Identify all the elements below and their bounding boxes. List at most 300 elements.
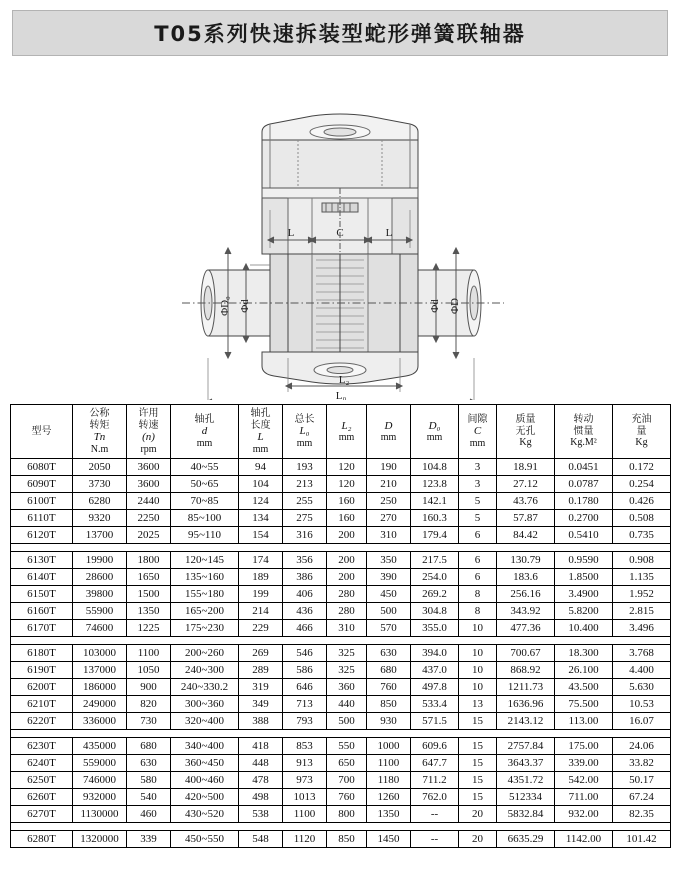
cell-inertia: 542.00: [555, 772, 613, 789]
cell-speed: 580: [127, 772, 171, 789]
cell-inertia: 175.00: [555, 738, 613, 755]
cell-inertia: 932.00: [555, 806, 613, 823]
cell-inertia: 0.5410: [555, 527, 613, 544]
cell-model: 6270T: [11, 806, 73, 823]
table-row[interactable]: [11, 493, 671, 510]
cell-speed: 630: [127, 755, 171, 772]
table-row[interactable]: [11, 713, 671, 730]
cell-D0: 104.8: [411, 459, 459, 476]
cell-total-length: 713: [283, 696, 327, 713]
cell-torque: 559000: [73, 755, 127, 772]
cell-model: 6220T: [11, 713, 73, 730]
cell-speed: 1350: [127, 603, 171, 620]
table-row[interactable]: [11, 772, 671, 789]
table-row[interactable]: [11, 645, 671, 662]
cell-D0: 437.0: [411, 662, 459, 679]
cell-D: 630: [367, 645, 411, 662]
cell-model: 6100T: [11, 493, 73, 510]
cell-bore: 85~100: [171, 510, 239, 527]
table-row[interactable]: [11, 569, 671, 586]
cell-D0: 269.2: [411, 586, 459, 603]
cell-model: 6250T: [11, 772, 73, 789]
cell-total-length: 386: [283, 569, 327, 586]
cell-oil: 101.42: [613, 831, 671, 848]
cell-D0: 304.8: [411, 603, 459, 620]
cell-bore-length: 388: [239, 713, 283, 730]
cell-mass: 5832.84: [497, 806, 555, 823]
cell-total-length: 1100: [283, 806, 327, 823]
label-L0: L₀: [335, 390, 347, 400]
cell-oil: 82.35: [613, 806, 671, 823]
cell-bore-length: 174: [239, 552, 283, 569]
cell-speed: 460: [127, 806, 171, 823]
cell-speed: 820: [127, 696, 171, 713]
cell-model: 6230T: [11, 738, 73, 755]
cell-speed: 2250: [127, 510, 171, 527]
table-row[interactable]: [11, 552, 671, 569]
cell-bore: 240~330.2: [171, 679, 239, 696]
cell-clearance: 6: [459, 569, 497, 586]
cell-total-length: 1120: [283, 831, 327, 848]
cell-mass: 130.79: [497, 552, 555, 569]
cell-speed: 680: [127, 738, 171, 755]
cell-torque: 2050: [73, 459, 127, 476]
cell-inertia: 43.500: [555, 679, 613, 696]
cell-L2: 700: [327, 772, 367, 789]
cell-mass: 1636.96: [497, 696, 555, 713]
cell-bore-length: 269: [239, 645, 283, 662]
cell-torque: 74600: [73, 620, 127, 637]
cell-inertia: 339.00: [555, 755, 613, 772]
cell-oil: 2.815: [613, 603, 671, 620]
label-L-left: L: [287, 227, 295, 239]
cell-clearance: 8: [459, 603, 497, 620]
table-row[interactable]: [11, 789, 671, 806]
cell-D: 570: [367, 620, 411, 637]
col-header-nominal-torque: 公称 转矩 Tn N.m: [73, 405, 127, 459]
cell-mass: 868.92: [497, 662, 555, 679]
cell-model: 6180T: [11, 645, 73, 662]
cell-torque: 19900: [73, 552, 127, 569]
cell-D: 310: [367, 527, 411, 544]
cell-oil: 24.06: [613, 738, 671, 755]
cell-total-length: 255: [283, 493, 327, 510]
cell-clearance: 3: [459, 476, 497, 493]
cell-inertia: 10.400: [555, 620, 613, 637]
cell-bore-length: 478: [239, 772, 283, 789]
cell-D0: 123.8: [411, 476, 459, 493]
cell-D: 680: [367, 662, 411, 679]
cell-L2: 200: [327, 569, 367, 586]
cell-D0: 160.3: [411, 510, 459, 527]
cell-bore: 135~160: [171, 569, 239, 586]
cell-speed: 540: [127, 789, 171, 806]
cell-L2: 850: [327, 831, 367, 848]
col-header-model: 型号: [11, 405, 73, 459]
cell-torque: 103000: [73, 645, 127, 662]
cell-L2: 160: [327, 510, 367, 527]
cell-D: 500: [367, 603, 411, 620]
cell-oil: 4.400: [613, 662, 671, 679]
cell-clearance: 5: [459, 510, 497, 527]
label-L-right: L: [385, 227, 393, 239]
cell-D0: 571.5: [411, 713, 459, 730]
cell-inertia: 711.00: [555, 789, 613, 806]
cell-D0: 142.1: [411, 493, 459, 510]
cell-torque: 6280: [73, 493, 127, 510]
cell-oil: 1.135: [613, 569, 671, 586]
cell-D0: 533.4: [411, 696, 459, 713]
cell-D0: 647.7: [411, 755, 459, 772]
cell-D: 450: [367, 586, 411, 603]
cell-bore-length: 548: [239, 831, 283, 848]
cell-clearance: 13: [459, 696, 497, 713]
cell-bore-length: 289: [239, 662, 283, 679]
cell-oil: 0.508: [613, 510, 671, 527]
cell-bore-length: 498: [239, 789, 283, 806]
cell-L2: 280: [327, 603, 367, 620]
cell-inertia: 3.4900: [555, 586, 613, 603]
table-row[interactable]: [11, 679, 671, 696]
col-header-D: D mm: [367, 405, 411, 459]
cell-speed: 1050: [127, 662, 171, 679]
cell-inertia: 0.9590: [555, 552, 613, 569]
cell-L2: 200: [327, 527, 367, 544]
cell-total-length: 646: [283, 679, 327, 696]
cell-model: 6240T: [11, 755, 73, 772]
cell-L2: 760: [327, 789, 367, 806]
cell-L2: 310: [327, 620, 367, 637]
cell-oil: 0.908: [613, 552, 671, 569]
cell-bore: 120~145: [171, 552, 239, 569]
cell-torque: 249000: [73, 696, 127, 713]
cell-torque: 1320000: [73, 831, 127, 848]
cell-L2: 280: [327, 586, 367, 603]
cell-inertia: 1.8500: [555, 569, 613, 586]
table-row[interactable]: [11, 696, 671, 713]
cell-speed: 1100: [127, 645, 171, 662]
cell-bore: 340~400: [171, 738, 239, 755]
cell-D0: --: [411, 806, 459, 823]
cell-oil: 10.53: [613, 696, 671, 713]
cell-total-length: 586: [283, 662, 327, 679]
cell-bore: 95~110: [171, 527, 239, 544]
label-phi-D-left: ΦD₀: [219, 296, 231, 316]
cell-bore: 40~55: [171, 459, 239, 476]
cell-speed: 1225: [127, 620, 171, 637]
cell-total-length: 316: [283, 527, 327, 544]
cell-bore-length: 189: [239, 569, 283, 586]
cell-D: 250: [367, 493, 411, 510]
cell-bore: 50~65: [171, 476, 239, 493]
cell-L2: 120: [327, 476, 367, 493]
cell-D: 1100: [367, 755, 411, 772]
table-row[interactable]: [11, 831, 671, 848]
table-header-row: [11, 405, 671, 459]
page-title: T05系列快速拆装型蛇形弹簧联轴器: [154, 22, 526, 46]
table-row[interactable]: [11, 527, 671, 544]
cell-model: 6110T: [11, 510, 73, 527]
cell-bore: 175~230: [171, 620, 239, 637]
cell-L2: 440: [327, 696, 367, 713]
cell-clearance: 15: [459, 772, 497, 789]
cell-clearance: 10: [459, 662, 497, 679]
cell-model: 6280T: [11, 831, 73, 848]
cell-total-length: 356: [283, 552, 327, 569]
cell-inertia: 113.00: [555, 713, 613, 730]
cell-D: 850: [367, 696, 411, 713]
cell-oil: 3.768: [613, 645, 671, 662]
cell-bore-length: 319: [239, 679, 283, 696]
cell-D: 1180: [367, 772, 411, 789]
cell-total-length: 546: [283, 645, 327, 662]
cell-inertia: 75.500: [555, 696, 613, 713]
table-row[interactable]: [11, 806, 671, 823]
cell-bore: 70~85: [171, 493, 239, 510]
cell-clearance: 10: [459, 679, 497, 696]
cell-mass: 183.6: [497, 569, 555, 586]
cell-speed: 900: [127, 679, 171, 696]
cell-torque: 746000: [73, 772, 127, 789]
col-header-inertia: 转动 惯量 Kg.M²: [555, 405, 613, 459]
cell-bore-length: 349: [239, 696, 283, 713]
cell-total-length: 913: [283, 755, 327, 772]
cell-D0: 711.2: [411, 772, 459, 789]
cell-bore-length: 214: [239, 603, 283, 620]
cell-mass: 2143.12: [497, 713, 555, 730]
cell-mass: 1211.73: [497, 679, 555, 696]
cell-clearance: 15: [459, 755, 497, 772]
col-header-bore: 轴孔 d mm: [171, 405, 239, 459]
table-group-separator: [11, 637, 671, 645]
cell-speed: 3600: [127, 476, 171, 493]
cell-D: 1000: [367, 738, 411, 755]
cell-bore: 450~550: [171, 831, 239, 848]
cell-bore: 430~520: [171, 806, 239, 823]
cell-L2: 800: [327, 806, 367, 823]
cell-oil: 1.952: [613, 586, 671, 603]
cell-clearance: 5: [459, 493, 497, 510]
cell-model: 6150T: [11, 586, 73, 603]
cell-clearance: 10: [459, 645, 497, 662]
cell-torque: 1130000: [73, 806, 127, 823]
cell-D0: 497.8: [411, 679, 459, 696]
cell-inertia: 0.0451: [555, 459, 613, 476]
cell-clearance: 15: [459, 713, 497, 730]
cell-D: 1350: [367, 806, 411, 823]
cell-total-length: 436: [283, 603, 327, 620]
cell-L2: 550: [327, 738, 367, 755]
cell-speed: 730: [127, 713, 171, 730]
cell-D: 930: [367, 713, 411, 730]
table-group-separator: [11, 730, 671, 738]
col-header-L2: L₂ mm: [327, 405, 367, 459]
cell-D0: 609.6: [411, 738, 459, 755]
cell-clearance: 15: [459, 738, 497, 755]
cell-model: 6080T: [11, 459, 73, 476]
table-row[interactable]: [11, 459, 671, 476]
table-row[interactable]: [11, 510, 671, 527]
cell-torque: 39800: [73, 586, 127, 603]
cell-torque: 28600: [73, 569, 127, 586]
cell-D: 190: [367, 459, 411, 476]
cell-inertia: 1142.00: [555, 831, 613, 848]
cell-total-length: 793: [283, 713, 327, 730]
cell-oil: 3.496: [613, 620, 671, 637]
table-row[interactable]: [11, 620, 671, 637]
col-header-total-length: 总长 L₀ mm: [283, 405, 327, 459]
table-row[interactable]: [11, 738, 671, 755]
cell-clearance: 8: [459, 586, 497, 603]
cell-inertia: 0.1780: [555, 493, 613, 510]
cell-mass: 343.92: [497, 603, 555, 620]
cell-model: 6260T: [11, 789, 73, 806]
cell-bore: 200~260: [171, 645, 239, 662]
cell-model: 6120T: [11, 527, 73, 544]
cell-bore-length: 538: [239, 806, 283, 823]
table-row[interactable]: [11, 476, 671, 493]
cell-mass: 84.42: [497, 527, 555, 544]
cell-total-length: 213: [283, 476, 327, 493]
table-body: [11, 459, 671, 848]
specifications-table-wrapper: [10, 404, 670, 848]
coupling-technical-drawing: [12, 70, 668, 400]
cell-L2: 360: [327, 679, 367, 696]
cell-bore: 240~300: [171, 662, 239, 679]
cell-inertia: 18.300: [555, 645, 613, 662]
cell-D0: 394.0: [411, 645, 459, 662]
cell-D0: 762.0: [411, 789, 459, 806]
cell-oil: 0.426: [613, 493, 671, 510]
table-group-separator: [11, 823, 671, 831]
cell-model: 6090T: [11, 476, 73, 493]
cell-total-length: 1013: [283, 789, 327, 806]
cell-mass: 6635.29: [497, 831, 555, 848]
cell-speed: 3600: [127, 459, 171, 476]
specifications-table: [10, 404, 671, 848]
cell-torque: 137000: [73, 662, 127, 679]
cell-D: 350: [367, 552, 411, 569]
cell-inertia: 5.8200: [555, 603, 613, 620]
cell-speed: 1500: [127, 586, 171, 603]
cell-L2: 500: [327, 713, 367, 730]
cell-model: 6140T: [11, 569, 73, 586]
cell-bore: 155~180: [171, 586, 239, 603]
cell-L2: 650: [327, 755, 367, 772]
cell-bore-length: 229: [239, 620, 283, 637]
cell-oil: 50.17: [613, 772, 671, 789]
cell-oil: 5.630: [613, 679, 671, 696]
cell-mass: 256.16: [497, 586, 555, 603]
cell-model: 6130T: [11, 552, 73, 569]
cell-mass: 477.36: [497, 620, 555, 637]
cell-bore-length: 124: [239, 493, 283, 510]
cell-bore-length: 94: [239, 459, 283, 476]
cell-torque: 3730: [73, 476, 127, 493]
col-header-clearance: 间隙 C mm: [459, 405, 497, 459]
cell-bore: 360~450: [171, 755, 239, 772]
cell-mass: 4351.72: [497, 772, 555, 789]
cell-torque: 932000: [73, 789, 127, 806]
table-row[interactable]: [11, 662, 671, 679]
cell-clearance: 20: [459, 831, 497, 848]
cell-model: 6190T: [11, 662, 73, 679]
cell-D0: 217.5: [411, 552, 459, 569]
cell-bore-length: 448: [239, 755, 283, 772]
cell-speed: 1800: [127, 552, 171, 569]
table-row[interactable]: [11, 603, 671, 620]
cell-D0: 254.0: [411, 569, 459, 586]
table-group-separator: [11, 544, 671, 552]
cell-speed: 2440: [127, 493, 171, 510]
cell-bore-length: 104: [239, 476, 283, 493]
cell-mass: 2757.84: [497, 738, 555, 755]
cell-bore-length: 134: [239, 510, 283, 527]
cell-D: 760: [367, 679, 411, 696]
cell-mass: 43.76: [497, 493, 555, 510]
label-phi-D-right: ΦD: [449, 298, 461, 314]
cell-bore-length: 199: [239, 586, 283, 603]
cell-mass: 512334: [497, 789, 555, 806]
cell-mass: 57.87: [497, 510, 555, 527]
cell-D: 390: [367, 569, 411, 586]
cell-model: 6160T: [11, 603, 73, 620]
cell-bore-length: 418: [239, 738, 283, 755]
cell-total-length: 406: [283, 586, 327, 603]
page-title-bar: [12, 10, 668, 56]
cell-model: 6200T: [11, 679, 73, 696]
cell-L2: 325: [327, 662, 367, 679]
cell-L2: 325: [327, 645, 367, 662]
cell-bore: 300~360: [171, 696, 239, 713]
col-header-D0: D₀ mm: [411, 405, 459, 459]
cell-total-length: 466: [283, 620, 327, 637]
cell-oil: 16.07: [613, 713, 671, 730]
label-phi-d-left: Φd: [239, 299, 251, 313]
cell-speed: 339: [127, 831, 171, 848]
cell-bore: 165~200: [171, 603, 239, 620]
cell-bore: 420~500: [171, 789, 239, 806]
cell-L2: 160: [327, 493, 367, 510]
cell-D: 270: [367, 510, 411, 527]
cell-model: 6210T: [11, 696, 73, 713]
cell-bore: 400~460: [171, 772, 239, 789]
col-header-mass: 质量 无孔 Kg: [497, 405, 555, 459]
cell-inertia: 0.2700: [555, 510, 613, 527]
cell-D: 1260: [367, 789, 411, 806]
cell-speed: 2025: [127, 527, 171, 544]
cell-oil: 67.24: [613, 789, 671, 806]
col-header-allowable-speed: 许用 转速 (n) rpm: [127, 405, 171, 459]
cell-bore: 320~400: [171, 713, 239, 730]
cell-clearance: 6: [459, 552, 497, 569]
table-row[interactable]: [11, 586, 671, 603]
cell-model: 6170T: [11, 620, 73, 637]
cell-L2: 200: [327, 552, 367, 569]
cell-total-length: 193: [283, 459, 327, 476]
cell-oil: 0.172: [613, 459, 671, 476]
cell-total-length: 973: [283, 772, 327, 789]
cell-L2: 120: [327, 459, 367, 476]
cell-torque: 9320: [73, 510, 127, 527]
cell-clearance: 20: [459, 806, 497, 823]
cell-torque: 435000: [73, 738, 127, 755]
table-row[interactable]: [11, 755, 671, 772]
cell-oil: 0.735: [613, 527, 671, 544]
cell-oil: 0.254: [613, 476, 671, 493]
cell-D0: 179.4: [411, 527, 459, 544]
cell-mass: 27.12: [497, 476, 555, 493]
